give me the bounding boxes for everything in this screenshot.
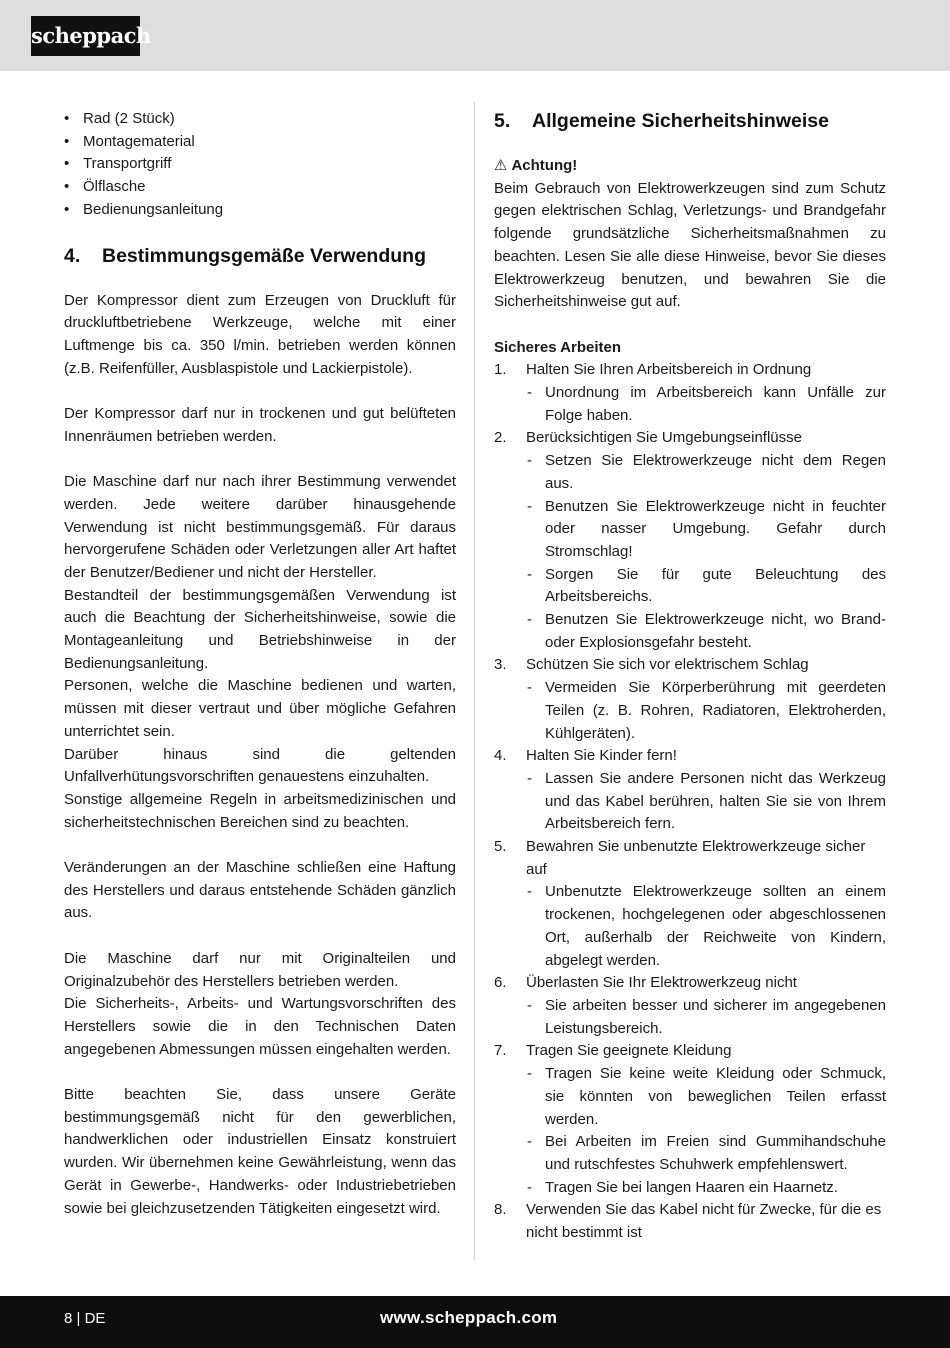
paragraph: Sonstige allgemeine Regeln in arbeitsmedizinischen und sicherheitstechnischen Bereichen sind zu beachten. [64, 790, 456, 831]
item-number: 2. [494, 429, 507, 447]
subsection-title: Sicheres Arbeiten [494, 338, 621, 356]
list-item [494, 1040, 886, 1199]
paragraph: Der Kompressor dient zum Erzeugen von Druckluft für druckluftbetriebene Werkzeuge, welche mit einer Luftmenge bis ca. 350 l/min. betrieben werden können (z.B. Reifenfüller, Ausblaspistole und Lackierpistole). [64, 291, 456, 377]
item-number: 8. [494, 1201, 507, 1219]
sub-item: - Tragen Sie bei langen Haaren ein Haarnetz. [526, 1177, 886, 1200]
paragraph: Bestandteil der bestimmungsgemäßen Verwendung ist auch die Beachtung der Sicherheitshinweise, sowie die Montageanleitung und Betriebshinweise in der Bedienungsanleitung. [64, 586, 456, 672]
warning-label: ⚠ Achtung! [494, 157, 578, 174]
scheppach-logo: scheppach [31, 16, 140, 56]
intro-paragraph: Beim Gebrauch von Elektrowerkzeugen sind zum Schutz gegen elektrischen Schlag, Verletzungs- und Brandgefahr folgende grundsätzliche Sicherheitsmaßnahmen zu beachten. Lesen Sie alle diese Hinweise, bevor Sie dieses Elektrowerkzeug benutzen, und bewahren Sie die Sicherheitshinweise gut auf. [494, 179, 886, 311]
item-number: 5. [494, 838, 507, 856]
section-heading-4 [64, 243, 456, 269]
website-link[interactable]: www.scheppach.com [380, 1308, 558, 1327]
item-number: 7. [494, 1042, 507, 1060]
section-heading-5 [494, 108, 886, 134]
item-text: Tragen Sie geeignete Kleidung [526, 1042, 732, 1060]
item-number: 3. [494, 656, 507, 674]
sub-item: - Sie arbeiten besser und sicherer im angegebenen Leistungsbereich. [526, 995, 886, 1040]
sub-item: - Bei Arbeiten im Freien sind Gummihandschuhe und rutschfestes Schuhwerk empfehlenswert. [526, 1131, 886, 1176]
page-header [0, 0, 950, 71]
list-item: • Ölflasche [64, 176, 456, 199]
sub-item: - Unordnung im Arbeitsbereich kann Unfälle zur Folge haben. [526, 382, 886, 427]
list-item [494, 1199, 886, 1244]
list-item: • Transportgriff [64, 153, 456, 176]
item-number: 4. [494, 747, 507, 765]
sub-item: - Setzen Sie Elektrowerkzeuge nicht dem Regen aus. [526, 450, 886, 495]
scope-of-delivery-list [64, 108, 456, 222]
right-column [494, 108, 886, 1245]
item-text: Berücksichtigen Sie Umgebungseinflüsse [526, 429, 802, 447]
item-text: Überlasten Sie Ihr Elektrowerkzeug nicht [526, 974, 797, 992]
sub-item: - Sorgen Sie für gute Beleuchtung des Arbeitsbereichs. [526, 564, 886, 609]
list-item [494, 972, 886, 1040]
item-number: 1. [494, 361, 507, 379]
item-text: Halten Sie Kinder fern! [526, 747, 677, 765]
section-title: Allgemeine Sicherheitshinweise [532, 110, 829, 132]
sub-item: - Benutzen Sie Elektrowerkzeuge nicht, wo Brand- oder Explosionsgefahr besteht. [526, 609, 886, 654]
item-text: Schützen Sie sich vor elektrischem Schlag [526, 656, 809, 674]
paragraph: Darüber hinaus sind die geltenden Unfallverhütungsvorschriften genauestens einzuhalten. [64, 745, 456, 786]
list-item [494, 654, 886, 745]
sub-item: - Benutzen Sie Elektrowerkzeuge nicht in feuchter oder nasser Umgebung. Gefahr durch Stromschlag! [526, 496, 886, 564]
item-text: Verwenden Sie das Kabel nicht für Zwecke, für die es nicht bestimmt ist [526, 1201, 882, 1242]
section-number: 5. [494, 110, 511, 132]
section-title: Bestimmungsgemäße Verwendung [102, 244, 426, 267]
list-item [494, 836, 886, 972]
column-divider [474, 102, 475, 1260]
paragraph: Die Maschine darf nur mit Originalteilen und Originalzubehör des Herstellers betrieben werden. [64, 949, 456, 990]
section-number: 4. [64, 244, 81, 267]
sub-item: - Vermeiden Sie Körperberührung mit geerdeten Teilen (z. B. Rohren, Radiatoren, Elektroherden, Kühlgeräten). [526, 677, 886, 745]
list-item: • Montagematerial [64, 131, 456, 154]
list-item [494, 359, 886, 427]
page-number: 8 | DE [64, 1310, 106, 1327]
left-column [64, 108, 456, 1220]
warning-triangle-icon: ⚠ [494, 157, 508, 174]
sub-item: - Unbenutzte Elektrowerkzeuge sollten an einem trockenen, hochgelegenen oder abgeschlossenen Ort, außerhalb der Reichweite von Kindern, abgelegt werden. [526, 881, 886, 972]
list-item [494, 427, 886, 654]
safety-list [494, 359, 886, 1244]
list-item [494, 745, 886, 836]
sub-item: - Lassen Sie andere Personen nicht das Werkzeug und das Kabel berühren, halten Sie sie von Ihrem Arbeitsbereich fern. [526, 768, 886, 836]
paragraph: Veränderungen an der Maschine schließen eine Haftung des Herstellers und daraus entstehende Schäden gänzlich aus. [64, 859, 456, 922]
list-item: • Rad (2 Stück) [64, 108, 456, 131]
list-item: • Bedienungsanleitung [64, 199, 456, 222]
page-footer [0, 1296, 950, 1348]
paragraph: Personen, welche die Maschine bedienen und warten, müssen mit dieser vertraut und über mögliche Gefahren unterrichtet sein. [64, 677, 456, 740]
sub-item: - Tragen Sie keine weite Kleidung oder Schmuck, sie könnten von beweglichen Teilen erfasst werden. [526, 1063, 886, 1131]
paragraph: Bitte beachten Sie, dass unsere Geräte bestimmungsgemäß nicht für den gewerblichen, handwerklichen oder industriellen Einsatz konstruiert wurden. Wir übernehmen keine Gewährleistung, wenn das Gerät in Gewerbe-, Handwerks- oder Industriebetrieben sowie bei gleichzusetzenden Tätigkeiten eingesetzt wird. [64, 1086, 456, 1217]
paragraph: Die Sicherheits-, Arbeits- und Wartungsvorschriften des Herstellers sowie die in den Technischen Daten angegebenen Abmessungen müssen eingehalten werden. [64, 995, 456, 1058]
item-text: Halten Sie Ihren Arbeitsbereich in Ordnung [526, 361, 812, 379]
item-text: Bewahren Sie unbenutzte Elektrowerkzeuge sicher auf [526, 838, 866, 878]
paragraph: Der Kompressor darf nur in trockenen und gut belüfteten Innenräumen betrieben werden. [64, 405, 456, 445]
item-number: 6. [494, 974, 507, 992]
paragraph: Die Maschine darf nur nach ihrer Bestimmung verwendet werden. Jede weitere darüber hinausgehende Verwendung ist nicht bestimmungsgemäß. Für daraus hervorgerufene Schäden oder Verletzungen aller Art haftet der Benutzer/Bediener und nicht der Hersteller. [64, 473, 456, 581]
